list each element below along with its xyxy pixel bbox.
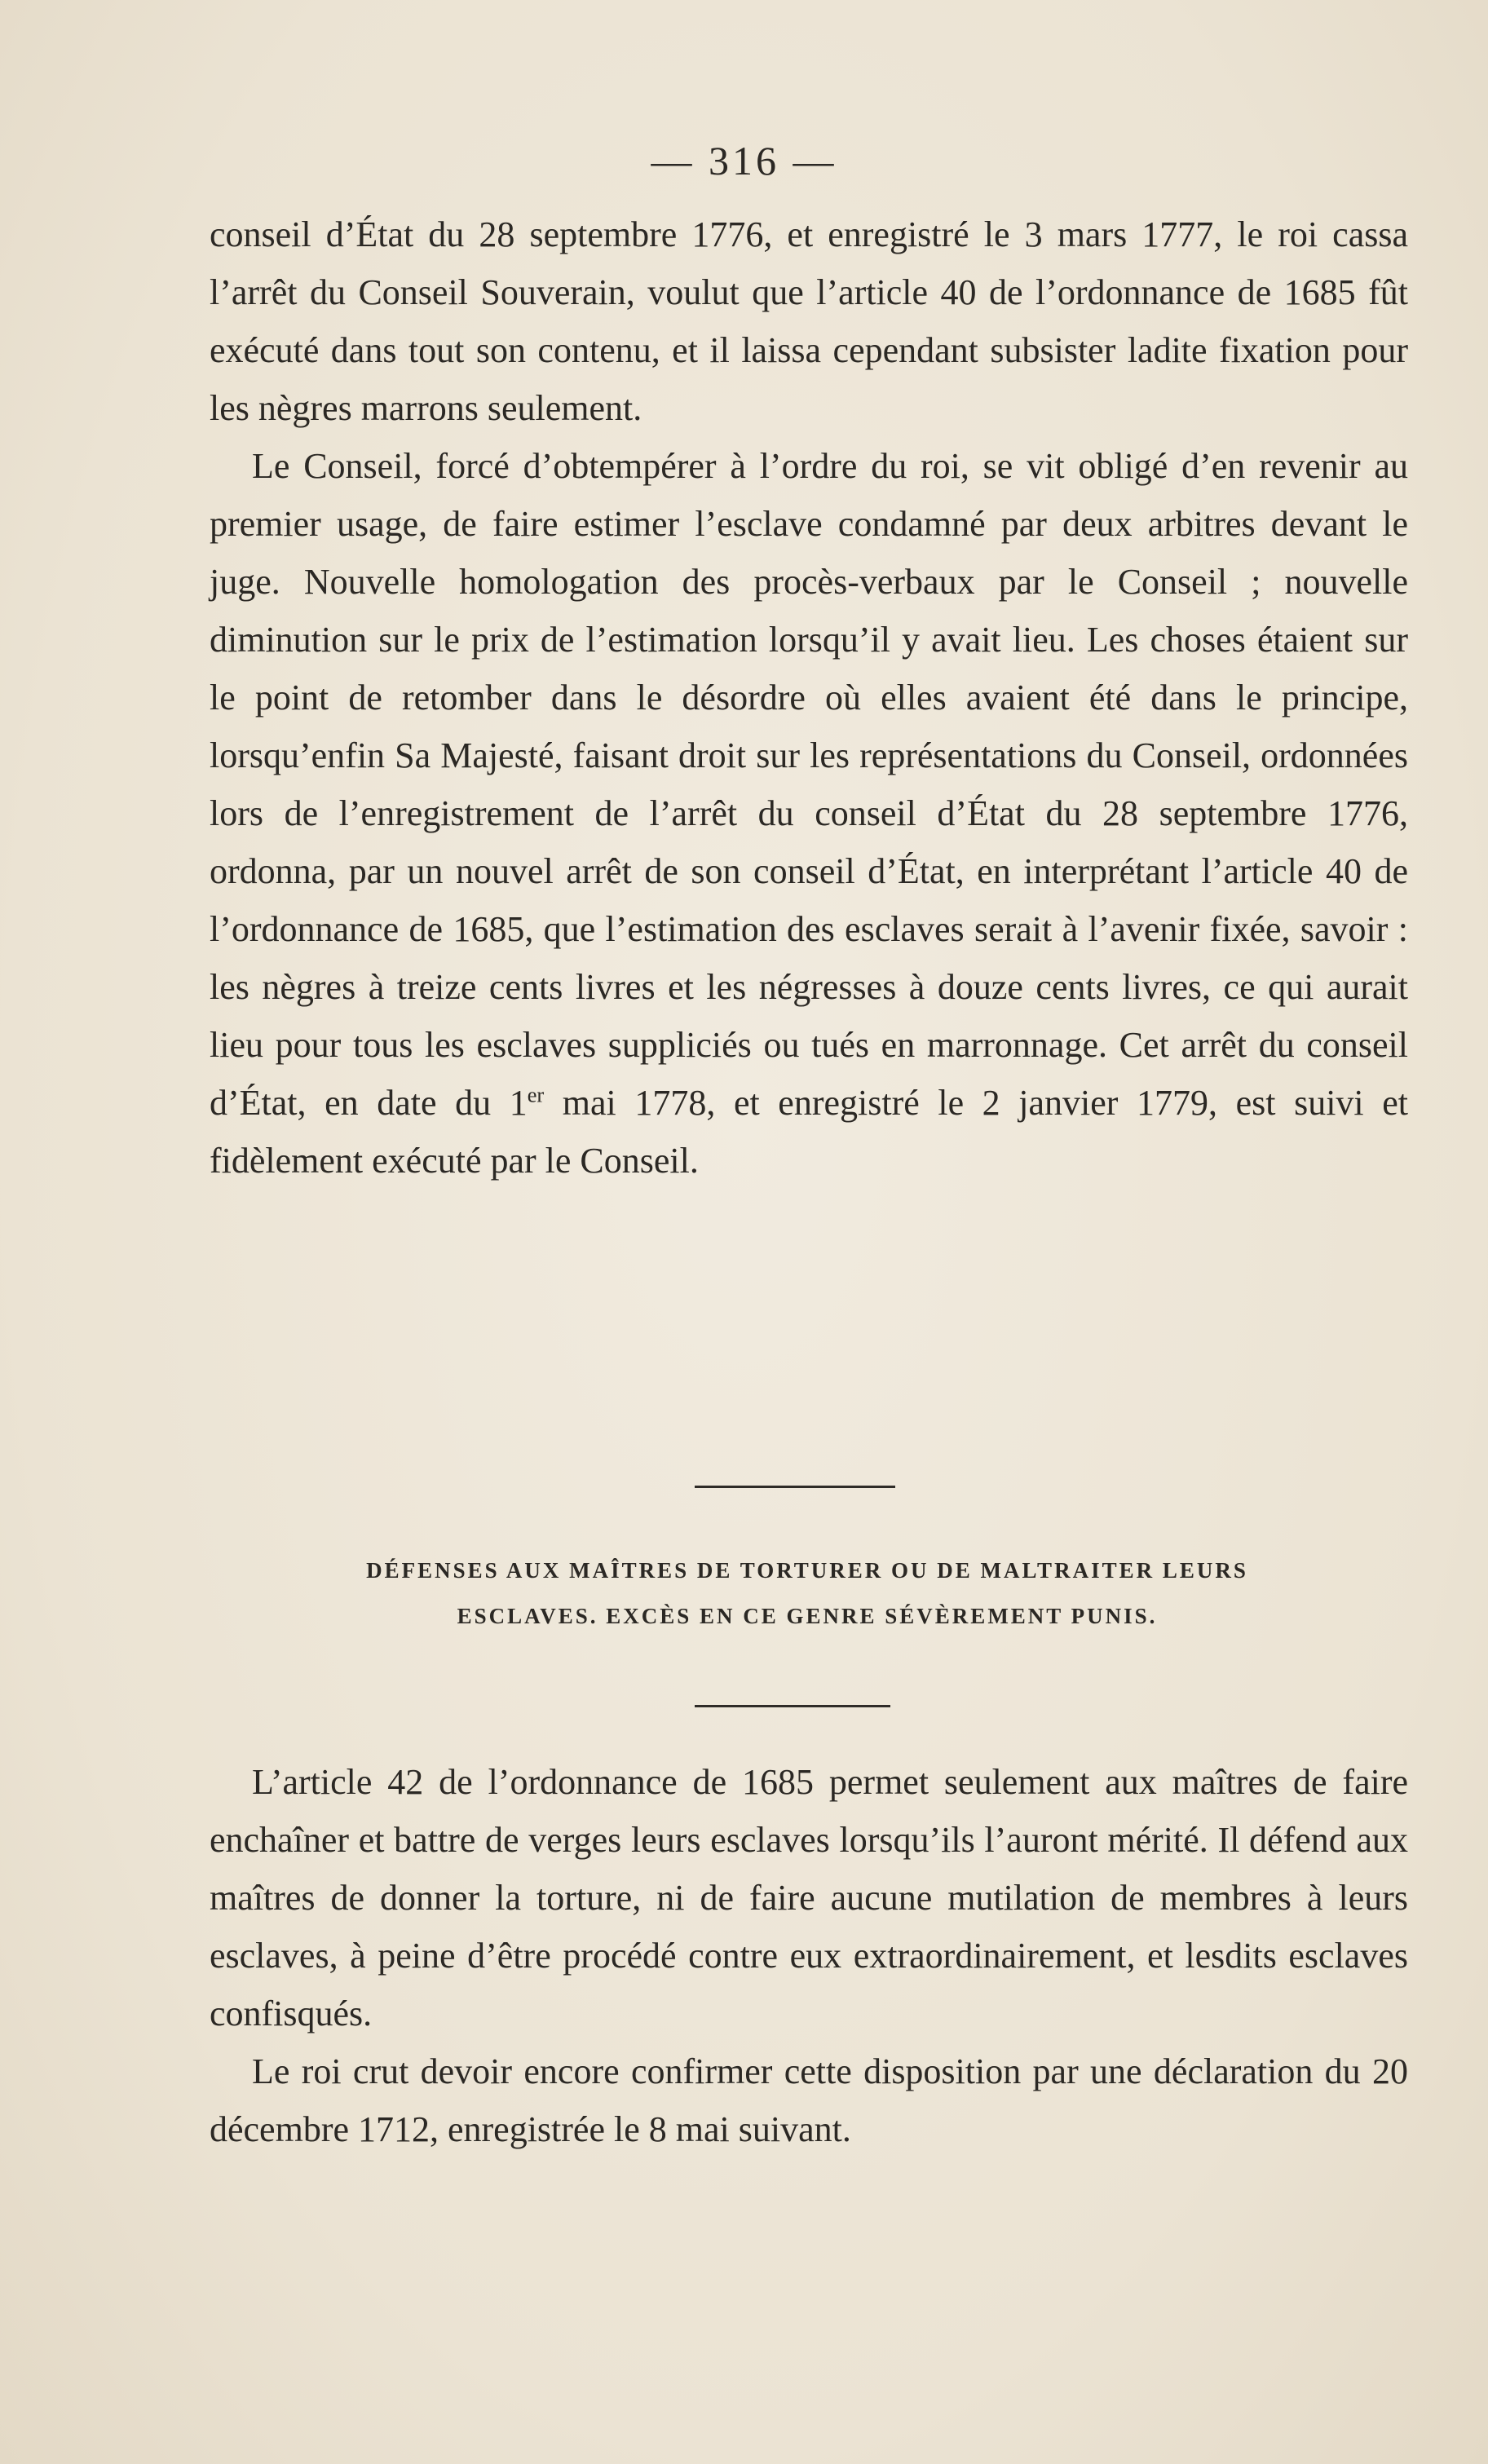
page-number: — 316 — — [651, 138, 837, 183]
paragraph-text: Le Conseil, forcé d’obtempérer à l’ordre du roi, se vit obligé d’en revenir au premier usage, de faire estimer l’esclave condamné par deux arbitres devant le juge. Nouvelle homologation des procès-verbaux par le Conseil ; nouvelle diminution sur le prix de l’estimation lorsqu’il y avait lieu. Les choses étaient sur le point de retomber dans le désordre où elles avaient été dans le principe, lorsqu’enfin Sa Majesté, faisant droit sur les représentations du Conseil, ordonnées lors de l’enregistrement de l’arrêt du conseil d’État du 28 septembre 1776, ordonna, par un nouvel arrêt de son conseil d’État, en interprétant l’article 40 de l’ordonnance de 1685, que l’estimation des esclaves serait à l’avenir fixée, savoir : les nègres à treize cents livres et les négresses à douze cents livres, ce qui aurait lieu pour tous les esclaves suppliciés ou tués en marronnage. Cet arrêt du conseil d’État, en date du — [210, 446, 1408, 1123]
section-heading-line: ESCLAVES. EXCÈS EN CE GENRE SÉVÈREMENT PUNIS. — [457, 1604, 1158, 1628]
date-rest: mai 1778, et enregistré le 2 janvier 1779, est suivi et — [544, 1083, 1408, 1123]
text-block-top — [210, 205, 1408, 1190]
text-block-bottom — [210, 1753, 1408, 2158]
section-heading — [245, 1548, 1370, 1639]
paragraph: L’article 42 de l’ordonnance de 1685 permet seulement aux maîtres de faire enchaîner et battre de verges leurs esclaves lorsqu’ils l’auront mérité. Il défend aux maîtres de donner la torture, ni de faire aucune mutilation de membres à leurs esclaves, à peine d’être procédé contre eux extraordinairement, et lesdits esclaves confisqués. — [210, 1762, 1408, 2033]
date-day: 1 — [509, 1083, 528, 1123]
separator-rule — [695, 1486, 895, 1488]
paragraph — [210, 437, 1408, 1190]
separator-rule — [695, 1705, 890, 1707]
paragraph: Le roi crut devoir encore confirmer cette disposition par une déclaration du 20 décembre 1712, enregistrée le 8 mai suivant. — [210, 2051, 1408, 2149]
section-heading-line: DÉFENSES AUX MAÎTRES DE TORTURER OU DE MALTRAITER LEURS — [366, 1558, 1248, 1583]
paragraph-text-end: fidèlement exécuté par le Conseil. — [210, 1141, 699, 1181]
date-ordinal: er — [527, 1082, 545, 1107]
paragraph: conseil d’État du 28 septembre 1776, et enregistré le 3 mars 1777, le roi cassa l’arrêt du Conseil Souverain, voulut que l’article 40 de l’ordonnance de 1685 fût exécuté dans tout son contenu, et il laissa cependant subsister ladite fixation pour les nègres marrons seulement. — [210, 214, 1408, 428]
